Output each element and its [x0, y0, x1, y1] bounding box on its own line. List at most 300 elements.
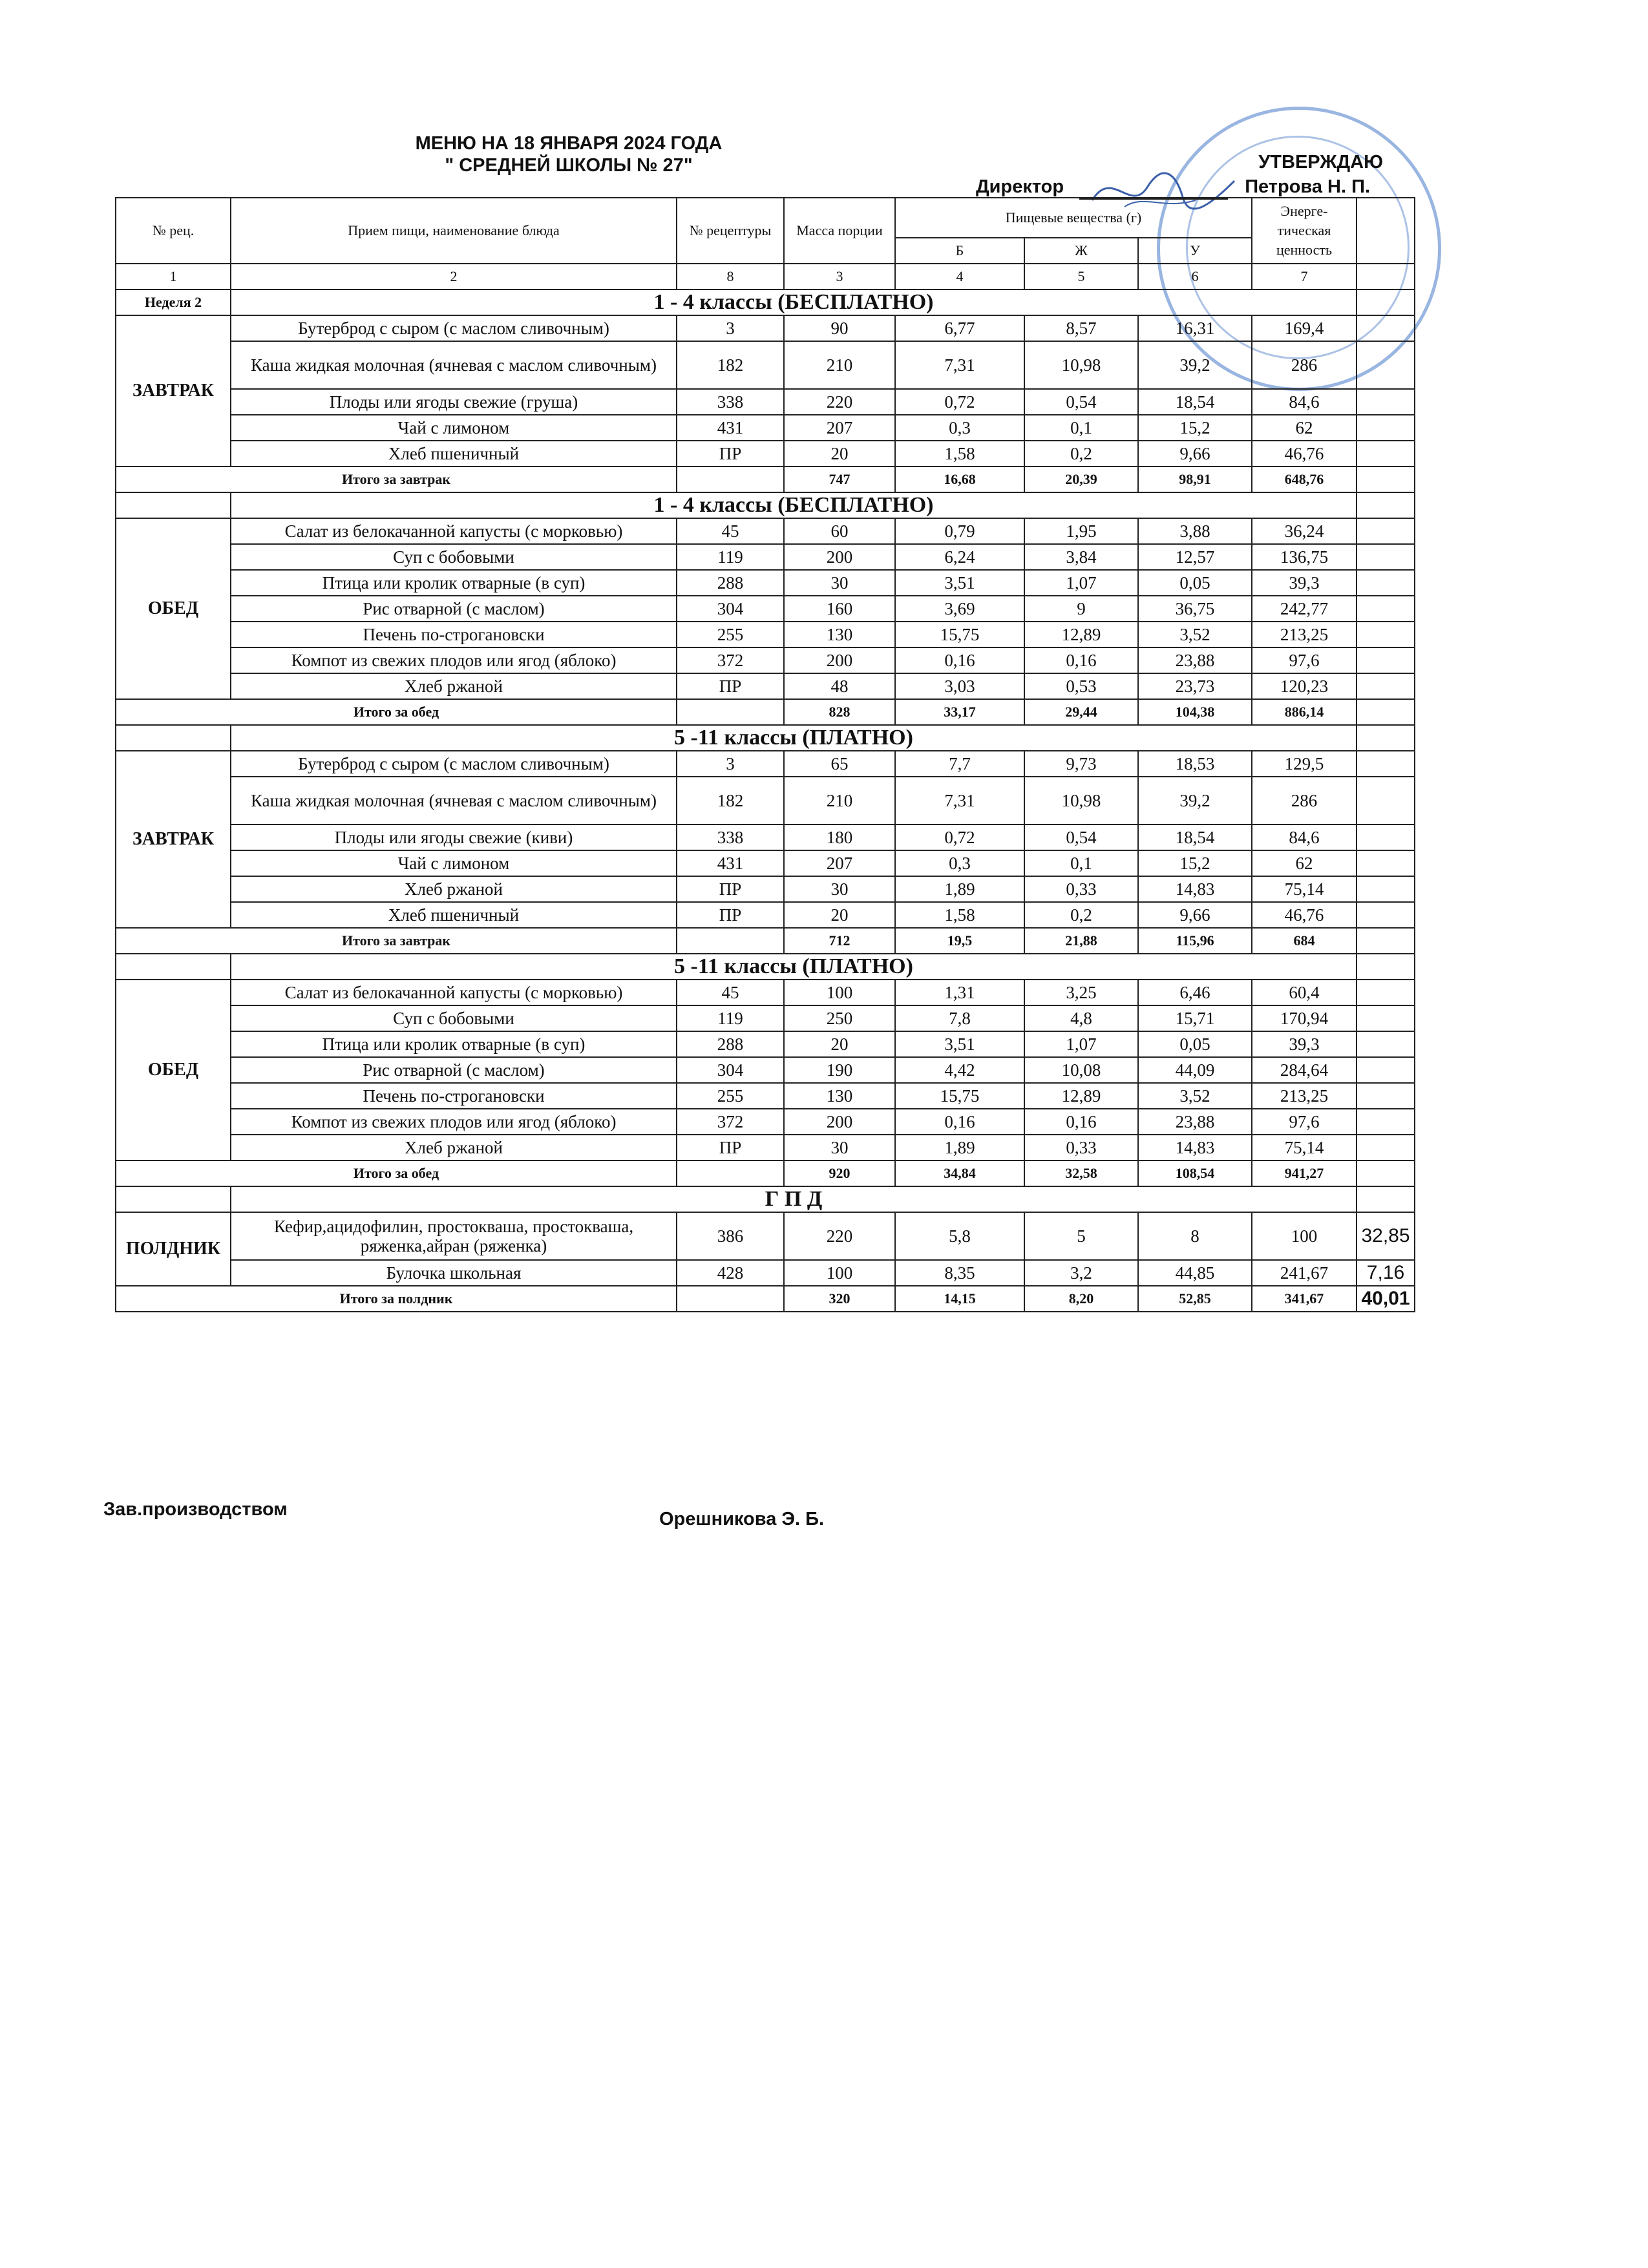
carb-value: 12,57 [1138, 544, 1252, 570]
fat-value: 0,1 [1024, 415, 1138, 441]
empty-cell [1357, 1186, 1415, 1212]
dish-name: Салат из белокачанной капусты (с морковью) [231, 980, 677, 1005]
recipe-number: 119 [677, 544, 784, 570]
table-row [116, 518, 1415, 544]
fat-value: 5 [1024, 1212, 1138, 1260]
energy-value: 136,75 [1252, 544, 1357, 570]
carb-value: 3,88 [1138, 518, 1252, 544]
recipe-number: 182 [677, 341, 784, 389]
index-cell [1357, 264, 1415, 289]
table-row [116, 389, 1415, 415]
energy-value: 62 [1252, 850, 1357, 876]
protein-value: 8,35 [895, 1260, 1024, 1286]
protein-value: 3,03 [895, 673, 1024, 699]
fat-value: 0,54 [1024, 824, 1138, 850]
recipe-number: 304 [677, 596, 784, 622]
energy-value: 170,94 [1252, 1005, 1357, 1031]
protein-value: 0,72 [895, 389, 1024, 415]
total-protein: 33,17 [895, 699, 1024, 725]
portion-mass: 20 [784, 441, 895, 467]
index-cell: 4 [895, 264, 1024, 289]
carb-value: 23,73 [1138, 673, 1252, 699]
carb-value: 14,83 [1138, 1135, 1252, 1160]
table-row [116, 441, 1415, 467]
section-title: Г П Д [231, 1186, 1357, 1212]
carb-value: 44,85 [1138, 1260, 1252, 1286]
meal-label: ЗАВТРАК [116, 315, 231, 467]
footer-name: Орешникова Э. Б. [659, 1509, 825, 1529]
recipe-number: 255 [677, 1083, 784, 1109]
carb-value: 0,05 [1138, 570, 1252, 596]
portion-mass: 30 [784, 570, 895, 596]
index-cell: 6 [1138, 264, 1252, 289]
energy-value: 120,23 [1252, 673, 1357, 699]
energy-value: 36,24 [1252, 518, 1357, 544]
recipe-number: 431 [677, 850, 784, 876]
carb-value: 18,54 [1138, 824, 1252, 850]
fat-value: 0,33 [1024, 876, 1138, 902]
protein-value: 0,3 [895, 415, 1024, 441]
protein-value: 0,16 [895, 1109, 1024, 1135]
portion-mass: 30 [784, 1135, 895, 1160]
empty-cell [1357, 441, 1415, 467]
section-title: 1 - 4 классы (БЕСПЛАТНО) [231, 289, 1357, 315]
carb-value: 18,54 [1138, 389, 1252, 415]
meal-label: ОБЕД [116, 518, 231, 699]
protein-value: 7,8 [895, 1005, 1024, 1031]
carb-value: 3,52 [1138, 1083, 1252, 1109]
portion-mass: 160 [784, 596, 895, 622]
dish-name: Чай с лимоном [231, 850, 677, 876]
menu-title [362, 132, 776, 176]
empty-cell [1357, 1057, 1415, 1083]
table-row [116, 1057, 1415, 1083]
carb-value: 0,05 [1138, 1031, 1252, 1057]
portion-mass: 200 [784, 647, 895, 673]
total-label: Итого за обед [116, 699, 677, 725]
carb-value: 15,2 [1138, 850, 1252, 876]
energy-value: 213,25 [1252, 622, 1357, 647]
dish-name: Каша жидкая молочная (ячневая с маслом сливочным) [231, 341, 677, 389]
index-cell: 5 [1024, 264, 1138, 289]
title-line-1: МЕНЮ НА 18 ЯНВАРЯ 2024 ГОДА [415, 133, 723, 154]
portion-mass: 250 [784, 1005, 895, 1031]
fat-value: 0,16 [1024, 647, 1138, 673]
dish-name: Хлеб ржаной [231, 1135, 677, 1160]
protein-value: 0,72 [895, 824, 1024, 850]
fat-value: 10,08 [1024, 1057, 1138, 1083]
protein-value: 0,16 [895, 647, 1024, 673]
portion-mass: 210 [784, 341, 895, 389]
fat-value: 9 [1024, 596, 1138, 622]
table-row [116, 647, 1415, 673]
total-fat: 8,20 [1024, 1286, 1138, 1312]
total-mass: 747 [784, 467, 895, 492]
empty-cell [1357, 777, 1415, 824]
total-row [116, 699, 1415, 725]
table-row [116, 1135, 1415, 1160]
fat-value: 0,1 [1024, 850, 1138, 876]
index-cell: 1 [116, 264, 231, 289]
table-row [116, 544, 1415, 570]
total-fat: 20,39 [1024, 467, 1138, 492]
empty-cell [1357, 824, 1415, 850]
title-line-2: " СРЕДНЕЙ ШКОЛЫ № 27" [445, 155, 693, 176]
dish-name: Бутерброд с сыром (с маслом сливочным) [231, 315, 677, 341]
cost-value: 7,16 [1357, 1260, 1415, 1286]
carb-value: 15,71 [1138, 1005, 1252, 1031]
total-fat: 29,44 [1024, 699, 1138, 725]
section-row [116, 725, 1415, 751]
table-row [116, 341, 1415, 389]
portion-mass: 65 [784, 751, 895, 777]
carb-value: 3,52 [1138, 622, 1252, 647]
protein-value: 3,51 [895, 1031, 1024, 1057]
fat-value: 1,95 [1024, 518, 1138, 544]
protein-value: 1,89 [895, 876, 1024, 902]
portion-mass: 60 [784, 518, 895, 544]
empty-cell [116, 725, 231, 751]
empty-cell [1357, 1109, 1415, 1135]
table-row [116, 1212, 1415, 1260]
empty-cell [1357, 647, 1415, 673]
table-row [116, 751, 1415, 777]
recipe-number: 372 [677, 647, 784, 673]
portion-mass: 220 [784, 1212, 895, 1260]
recipe-number: 288 [677, 1031, 784, 1057]
recipe-number: ПР [677, 1135, 784, 1160]
total-label: Итого за обед [116, 1160, 677, 1186]
approval-block [969, 152, 1383, 204]
total-mass: 920 [784, 1160, 895, 1186]
empty-cell [677, 1160, 784, 1186]
header-cell-cost [1357, 198, 1415, 264]
empty-cell [1357, 876, 1415, 902]
total-protein: 34,84 [895, 1160, 1024, 1186]
empty-cell [1357, 492, 1415, 518]
energy-value: 97,6 [1252, 647, 1357, 673]
approve-label: УТВЕРЖДАЮ [1258, 152, 1383, 173]
index-cell: 7 [1252, 264, 1357, 289]
index-cell: 2 [231, 264, 677, 289]
total-mass: 320 [784, 1286, 895, 1312]
empty-cell [1357, 341, 1415, 389]
dish-name: Компот из свежих плодов или ягод (яблоко) [231, 1109, 677, 1135]
fat-value: 1,07 [1024, 570, 1138, 596]
total-carb: 115,96 [1138, 928, 1252, 954]
empty-cell [1357, 467, 1415, 492]
header-cell-num: № рец. [116, 198, 231, 264]
portion-mass: 130 [784, 622, 895, 647]
total-energy: 941,27 [1252, 1160, 1357, 1186]
fat-value: 0,2 [1024, 902, 1138, 928]
energy-value: 39,3 [1252, 570, 1357, 596]
protein-value: 6,24 [895, 544, 1024, 570]
fat-value: 12,89 [1024, 622, 1138, 647]
protein-value: 15,75 [895, 1083, 1024, 1109]
portion-mass: 30 [784, 876, 895, 902]
fat-value: 0,2 [1024, 441, 1138, 467]
protein-value: 0,3 [895, 850, 1024, 876]
portion-mass: 20 [784, 902, 895, 928]
dish-name: Плоды или ягоды свежие (киви) [231, 824, 677, 850]
total-carb: 108,54 [1138, 1160, 1252, 1186]
dish-name: Печень по-строгановски [231, 622, 677, 647]
carb-value: 44,09 [1138, 1057, 1252, 1083]
energy-value: 60,4 [1252, 980, 1357, 1005]
energy-value: 75,14 [1252, 876, 1357, 902]
total-energy: 886,14 [1252, 699, 1357, 725]
total-label: Итого за завтрак [116, 928, 677, 954]
energy-value: 97,6 [1252, 1109, 1357, 1135]
energy-value: 169,4 [1252, 315, 1357, 341]
dish-name: Булочка школьная [231, 1260, 677, 1286]
empty-cell [1357, 725, 1415, 751]
fat-value: 3,25 [1024, 980, 1138, 1005]
week-cell: Неделя 2 [116, 289, 231, 315]
table-row [116, 415, 1415, 441]
empty-cell [116, 954, 231, 980]
portion-mass: 90 [784, 315, 895, 341]
fat-value: 0,53 [1024, 673, 1138, 699]
fat-value: 4,8 [1024, 1005, 1138, 1031]
table-row [116, 570, 1415, 596]
dish-name: Чай с лимоном [231, 415, 677, 441]
total-row [116, 1286, 1415, 1312]
total-energy: 341,67 [1252, 1286, 1357, 1312]
meal-label: ЗАВТРАК [116, 751, 231, 928]
protein-value: 15,75 [895, 622, 1024, 647]
section-row [116, 492, 1415, 518]
fat-value: 8,57 [1024, 315, 1138, 341]
table-row [116, 850, 1415, 876]
recipe-number: 338 [677, 389, 784, 415]
carb-value: 14,83 [1138, 876, 1252, 902]
total-row [116, 1160, 1415, 1186]
portion-mass: 48 [784, 673, 895, 699]
dish-name: Каша жидкая молочная (ячневая с маслом сливочным) [231, 777, 677, 824]
recipe-number: 372 [677, 1109, 784, 1135]
fat-value: 10,98 [1024, 777, 1138, 824]
dish-name: Печень по-строгановски [231, 1083, 677, 1109]
energy-value: 284,64 [1252, 1057, 1357, 1083]
carb-value: 39,2 [1138, 341, 1252, 389]
header-cell-zh: Ж [1024, 238, 1138, 264]
section-title: 5 -11 классы (ПЛАТНО) [231, 725, 1357, 751]
protein-value: 1,58 [895, 902, 1024, 928]
recipe-number: ПР [677, 673, 784, 699]
portion-mass: 130 [784, 1083, 895, 1109]
director-label: Директор [976, 176, 1064, 197]
menu-table [115, 197, 1415, 1312]
empty-cell [1357, 622, 1415, 647]
recipe-number: 386 [677, 1212, 784, 1260]
dish-name: Хлеб ржаной [231, 876, 677, 902]
total-protein: 14,15 [895, 1286, 1024, 1312]
fat-value: 9,73 [1024, 751, 1138, 777]
header-cell-mass: Масса порции [784, 198, 895, 264]
carb-value: 15,2 [1138, 415, 1252, 441]
fat-value: 12,89 [1024, 1083, 1138, 1109]
cost-value: 32,85 [1357, 1212, 1415, 1260]
empty-cell [677, 467, 784, 492]
dish-name: Суп с бобовыми [231, 1005, 677, 1031]
recipe-number: 255 [677, 622, 784, 647]
fat-value: 0,16 [1024, 1109, 1138, 1135]
recipe-number: 45 [677, 980, 784, 1005]
recipe-number: 288 [677, 570, 784, 596]
empty-cell [1357, 596, 1415, 622]
footer-production-head: Зав.производством [103, 1499, 288, 1520]
fat-value: 10,98 [1024, 341, 1138, 389]
fat-value: 3,84 [1024, 544, 1138, 570]
protein-value: 3,69 [895, 596, 1024, 622]
recipe-number: 45 [677, 518, 784, 544]
empty-cell [116, 1186, 231, 1212]
table-row [116, 777, 1415, 824]
dish-name: Плоды или ягоды свежие (груша) [231, 389, 677, 415]
total-protein: 19,5 [895, 928, 1024, 954]
empty-cell [1357, 315, 1415, 341]
empty-cell [1357, 570, 1415, 596]
table-row [116, 315, 1415, 341]
table-row [116, 876, 1415, 902]
dish-name: Хлеб ржаной [231, 673, 677, 699]
empty-cell [677, 699, 784, 725]
energy-value: 242,77 [1252, 596, 1357, 622]
carb-value: 23,88 [1138, 1109, 1252, 1135]
carb-value: 9,66 [1138, 441, 1252, 467]
index-cell: 8 [677, 264, 784, 289]
protein-value: 6,77 [895, 315, 1024, 341]
recipe-number: ПР [677, 441, 784, 467]
portion-mass: 20 [784, 1031, 895, 1057]
energy-value: 241,67 [1252, 1260, 1357, 1286]
recipe-number: ПР [677, 876, 784, 902]
total-row [116, 928, 1415, 954]
recipe-number: 119 [677, 1005, 784, 1031]
section-row [116, 289, 1415, 315]
recipe-number: 3 [677, 751, 784, 777]
dish-name: Кефир,ацидофилин, простокваша, простокваша, ряженка,айран (ряженка) [231, 1212, 677, 1260]
total-energy: 684 [1252, 928, 1357, 954]
section-row [116, 1186, 1415, 1212]
table-row [116, 673, 1415, 699]
section-title: 1 - 4 классы (БЕСПЛАТНО) [231, 492, 1357, 518]
header-cell-b: Б [895, 238, 1024, 264]
dish-name: Суп с бобовыми [231, 544, 677, 570]
energy-value: 46,76 [1252, 441, 1357, 467]
table-row [116, 622, 1415, 647]
table-row [116, 902, 1415, 928]
total-label: Итого за завтрак [116, 467, 677, 492]
table-row [116, 1031, 1415, 1057]
total-fat: 21,88 [1024, 928, 1138, 954]
empty-cell [1357, 980, 1415, 1005]
empty-cell [677, 928, 784, 954]
portion-mass: 100 [784, 1260, 895, 1286]
empty-cell [1357, 1083, 1415, 1109]
dish-name: Птица или кролик отварные (в суп) [231, 570, 677, 596]
total-carb: 98,91 [1138, 467, 1252, 492]
recipe-number: ПР [677, 902, 784, 928]
dish-name: Салат из белокачанной капусты (с морковью) [231, 518, 677, 544]
total-label: Итого за полдник [116, 1286, 677, 1312]
dish-name: Компот из свежих плодов или ягод (яблоко) [231, 647, 677, 673]
dish-name: Хлеб пшеничный [231, 441, 677, 467]
empty-cell [1357, 751, 1415, 777]
energy-value: 46,76 [1252, 902, 1357, 928]
protein-value: 7,7 [895, 751, 1024, 777]
energy-value: 129,5 [1252, 751, 1357, 777]
fat-value: 0,54 [1024, 389, 1138, 415]
table-row [116, 1005, 1415, 1031]
portion-mass: 190 [784, 1057, 895, 1083]
protein-value: 4,42 [895, 1057, 1024, 1083]
energy-value: 100 [1252, 1212, 1357, 1260]
energy-value: 84,6 [1252, 389, 1357, 415]
portion-mass: 200 [784, 1109, 895, 1135]
recipe-number: 304 [677, 1057, 784, 1083]
header-cell-energy: Энерге-тическая ценность [1252, 198, 1357, 264]
recipe-number: 3 [677, 315, 784, 341]
portion-mass: 210 [784, 777, 895, 824]
carb-value: 6,46 [1138, 980, 1252, 1005]
table-row [116, 596, 1415, 622]
protein-value: 3,51 [895, 570, 1024, 596]
header-cell-dish: Прием пищи, наименование блюда [231, 198, 677, 264]
empty-cell [116, 492, 231, 518]
energy-value: 84,6 [1252, 824, 1357, 850]
section-row [116, 954, 1415, 980]
portion-mass: 220 [784, 389, 895, 415]
fat-value: 1,07 [1024, 1031, 1138, 1057]
meal-label: ПОЛДНИК [116, 1212, 231, 1286]
carb-value: 23,88 [1138, 647, 1252, 673]
carb-value: 8 [1138, 1212, 1252, 1260]
protein-value: 0,79 [895, 518, 1024, 544]
index-cell: 3 [784, 264, 895, 289]
carb-value: 36,75 [1138, 596, 1252, 622]
energy-value: 286 [1252, 777, 1357, 824]
empty-cell [1357, 1005, 1415, 1031]
header-cell-u: У [1138, 238, 1252, 264]
meal-label: ОБЕД [116, 980, 231, 1160]
dish-name: Хлеб пшеничный [231, 902, 677, 928]
protein-value: 5,8 [895, 1212, 1024, 1260]
recipe-number: 428 [677, 1260, 784, 1286]
empty-cell [677, 1286, 784, 1312]
table-row [116, 980, 1415, 1005]
recipe-number: 182 [677, 777, 784, 824]
total-row [116, 467, 1415, 492]
dish-name: Птица или кролик отварные (в суп) [231, 1031, 677, 1057]
portion-mass: 200 [784, 544, 895, 570]
energy-value: 39,3 [1252, 1031, 1357, 1057]
protein-value: 1,58 [895, 441, 1024, 467]
table-row [116, 1260, 1415, 1286]
empty-cell [1357, 673, 1415, 699]
dish-name: Рис отварной (с маслом) [231, 596, 677, 622]
total-fat: 32,58 [1024, 1160, 1138, 1186]
empty-cell [1357, 850, 1415, 876]
header-cell-nutrients: Пищевые вещества (г) [895, 198, 1252, 238]
protein-value: 7,31 [895, 777, 1024, 824]
total-carb: 52,85 [1138, 1286, 1252, 1312]
director-name: Петрова Н. П. [1245, 176, 1370, 197]
protein-value: 1,89 [895, 1135, 1024, 1160]
energy-value: 62 [1252, 415, 1357, 441]
